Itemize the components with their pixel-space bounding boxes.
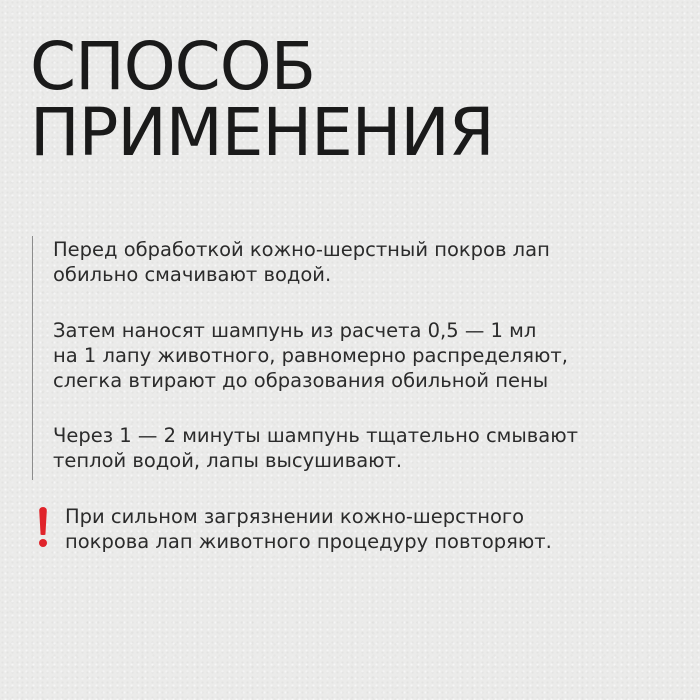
step-apply-shampoo: Затем наносят шампунь из расчета 0,5 — 1 мл на 1 лапу животного, равномерно распределяют, слегка втирают до образования обильной пены [53, 319, 568, 392]
step-rinse-dry: Через 1 — 2 минуты шампунь тщательно смывают теплой водой, лапы высушивают. [53, 424, 578, 472]
steps-divider [32, 236, 33, 480]
exclamation-icon [36, 507, 50, 549]
page-title-line-1: СПОСОБ [30, 28, 315, 105]
step-wet-paws: Перед обработкой кожно-шерстный покров лап обильно смачивают водой. [53, 238, 550, 286]
page-title-line-2: ПРИМЕНЕНИЯ [30, 94, 494, 171]
page-title [30, 28, 494, 171]
warning-text: При сильном загрязнении кожно-шерстного покрова лап животного процедуру повторяют. [65, 505, 552, 553]
